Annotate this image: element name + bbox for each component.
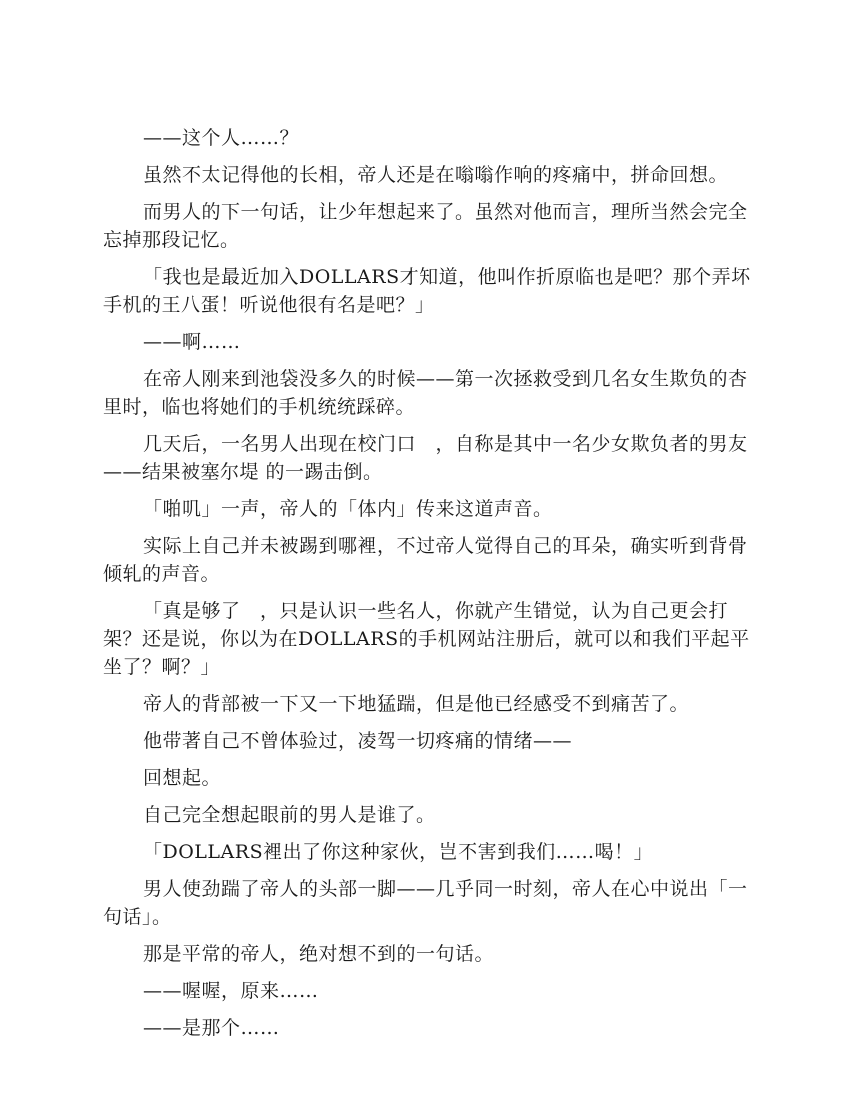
paragraph: 自己完全想起眼前的男人是谁了。 — [143, 804, 436, 826]
paragraph: 回想起。 — [143, 767, 222, 789]
document-page — [103, 124, 753, 1051]
paragraph: 男人使劲踹了帝人的头部一脚——几乎同一时刻，帝人在心中说出「一句话」。 — [103, 878, 748, 928]
paragraph: 实际上自己并未被踢到哪裡，不过帝人觉得自己的耳朵，确实听到背骨倾轧的声音。 — [103, 535, 748, 585]
paragraph: 「真是够了 ，只是认识一些名人，你就产生错觉，认为自己更会打架？还是说，你以为在DOLLARS的手机网站注册后，就可以和我们平起平坐了？啊？」 — [103, 600, 750, 678]
paragraph: ——啊…… — [143, 331, 241, 353]
paragraph: 而男人的下一句话，让少年想起来了。虽然对他而言，理所当然会完全忘掉那段记忆。 — [103, 201, 748, 251]
paragraph: 在帝人刚来到池袋没多久的时候——第一次拯救受到几名女生欺负的杏里时，临也将她们的手机统统踩碎。 — [103, 368, 748, 418]
paragraph: 「啪叽」一声，帝人的「体内」传来这道声音。 — [143, 498, 553, 520]
paragraph: 虽然不太记得他的长相，帝人还是在嗡嗡作响的疼痛中，拼命回想。 — [143, 164, 729, 186]
paragraph: 他带著自己不曾体验过，凌驾一切疼痛的情绪—— — [143, 730, 573, 752]
paragraph: ——这个人……？ — [143, 127, 300, 149]
paragraph: ——是那个…… — [143, 1017, 280, 1039]
paragraph: 那是平常的帝人，绝对想不到的一句话。 — [143, 943, 495, 965]
paragraph: ——喔喔，原来…… — [143, 980, 319, 1002]
paragraph: 「我也是最近加入DOLLARS才知道，他叫作折原临也是吧？那个弄坏手机的王八蛋！听说他很有名是吧？」 — [103, 266, 751, 316]
paragraph: 「DOLLARS裡出了你这种家伙，岂不害到我们……喝！」 — [143, 841, 654, 863]
paragraph: 帝人的背部被一下又一下地猛踹，但是他已经感受不到痛苦了。 — [143, 693, 690, 715]
paragraph: 几天后，一名男人出现在校门口 ，自称是其中一名少女欺负者的男友——结果被塞尔堤 的一踢击倒。 — [103, 433, 748, 483]
